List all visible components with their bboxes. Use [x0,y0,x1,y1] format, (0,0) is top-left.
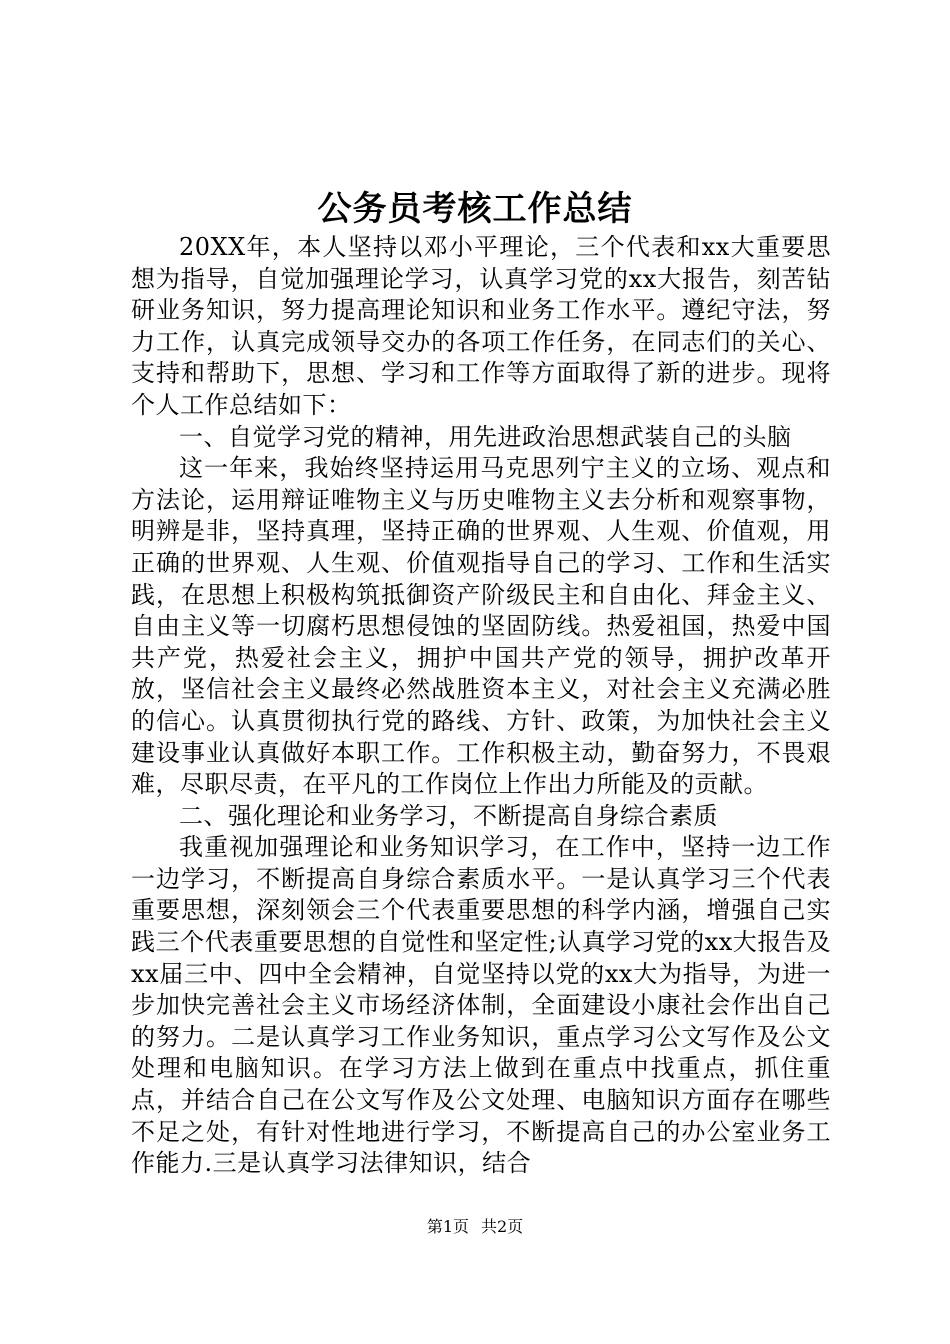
page-total: 共2页 [481,1217,524,1236]
document-body [131,232,831,1180]
document-title: 公务员考核工作总结 [317,189,633,229]
page-number: 第1页 [426,1217,469,1236]
page-footer [0,1216,950,1238]
section-heading-2: 二、强化理论和业务学习，不断提高自身综合素质 [179,801,718,830]
section-heading-1: 一、自觉学习党的精神，用先进政治思想武装自己的头脑 [179,422,792,451]
paragraph-intro: 20XX年，本人坚持以邓小平理论，三个代表和xx大重要思想为指导，自觉加强理论学习，认真学习党的xx大报告，刻苦钻研业务知识，努力提高理论知识和业务工作水平。遵纪守法，努力工作，认真完成领导交办的各项工作任务，在同志们的关心、支持和帮助下，思想、学习和工作等方面取得了新的进步。现将个人工作总结如下： [131,233,831,419]
paragraph-section-1: 这一年来，我始终坚持运用马克思列宁主义的立场、观点和方法论，运用辩证唯物主义与历史唯物主义去分析和观察事物，明辨是非，坚持真理，坚持正确的世界观、人生观、价值观，用正确的世界观、人生观、价值观指导自己的学习、工作和生活实践，在思想上积极构筑抵御资产阶级民主和自由化、拜金主义、自由主义等一切腐朽思想侵蚀的坚固防线。热爱祖国，热爱中国共产党，热爱社会主义，拥护中国共产党的领导，拥护改革开放，坚信社会主义最终必然战胜资本主义，对社会主义充满必胜的信心。认真贯彻执行党的路线、方针、政策，为加快社会主义建设事业认真做好本职工作。工作积极主动，勤奋努力，不畏艰难，尽职尽责，在平凡的工作岗位上作出力所能及的贡献。 [131,454,831,799]
paragraph-section-2: 我重视加强理论和业务知识学习，在工作中，坚持一边工作一边学习，不断提高自身综合素质水平。一是认真学习三个代表重要思想，深刻领会三个代表重要思想的科学内涵，增强自己实践三个代表重要思想的自觉性和坚定性;认真学习党的xx大报告及xx届三中、四中全会精神，自觉坚持以党的xx大为指导，为进一步加快完善社会主义市场经济体制，全面建设小康社会作出自己的努力。二是认真学习工作业务知识，重点学习公文写作及公文处理和电脑知识。在学习方法上做到在重点中找重点，抓住重点，并结合自己在公文写作及公文处理、电脑知识方面存在哪些不足之处，有针对性地进行学习，不断提高自己的办公室业务工作能力.三是认真学习法律知识，结合 [131,833,831,1178]
